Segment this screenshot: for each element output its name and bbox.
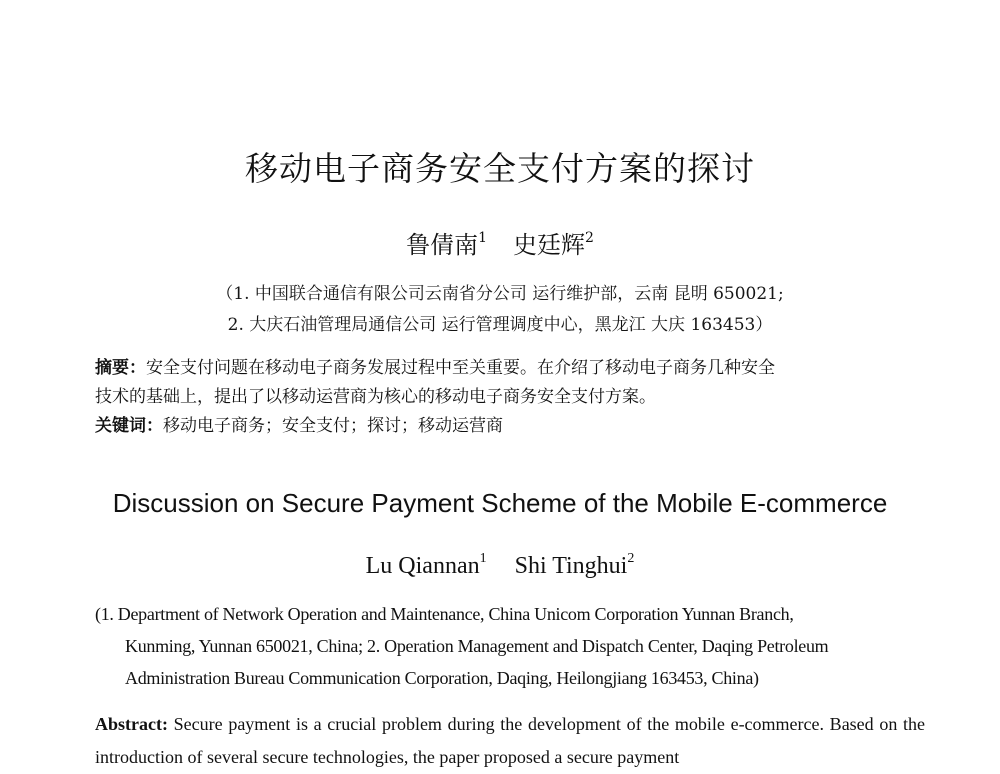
chinese-author-1-sup: 1 [478, 230, 487, 246]
english-abstract-text: Secure payment is a crucial problem during the development of the mobile e-commerce. Based on the introduction of several secure technologies, the paper proposed a secure payment [95, 714, 926, 767]
chinese-keywords: 移动电子商务；安全支付；探讨；移动运营商 [163, 416, 503, 436]
english-author-1: Lu Qiannan [365, 553, 480, 579]
chinese-title: 移动电子商务安全支付方案的探讨 [245, 149, 755, 188]
chinese-abstract-row-2 [95, 383, 920, 412]
english-author-2-sup: 2 [627, 551, 635, 566]
chinese-author-2: 史廷辉 [513, 231, 585, 259]
english-abstract [95, 708, 925, 774]
chinese-keywords-label: 关键词： [95, 416, 163, 436]
chinese-abstract [95, 354, 920, 441]
chinese-abstract-text-1: 安全支付问题在移动电子商务发展过程中至关重要。在介绍了移动电子商务几种安全 [146, 358, 775, 378]
chinese-affiliation-line-1: （1. 中国联合通信有限公司云南省分公司 运行维护部，云南 昆明 650021; [216, 284, 784, 304]
chinese-author-1: 鲁倩南 [406, 231, 479, 259]
english-affiliation-line-3: Administration Bureau Communication Corporation, Daqing, Heilongjiang 163453, China) [125, 668, 759, 688]
chinese-authors [0, 225, 1000, 260]
english-author-1-sup: 1 [479, 551, 487, 566]
english-title: Discussion on Secure Payment Scheme of the Mobile E-commerce [112, 488, 888, 518]
chinese-abstract-text-2: 技术的基础上，提出了以移动运营商为核心的移动电子商务安全支付方案。 [95, 387, 656, 407]
chinese-abstract-row-1 [95, 354, 920, 383]
chinese-abstract-label: 摘要： [95, 358, 146, 378]
english-author-2: Shi Tinghui [514, 553, 628, 579]
chinese-affiliation-line-2: 2. 大庆石油管理局通信公司 运行管理调度中心，黑龙江 大庆 163453） [227, 315, 773, 335]
english-authors [0, 553, 1000, 580]
english-affiliation-line-1: (1. Department of Network Operation and Maintenance, China Unicom Corporation Yunnan Branch, [95, 604, 794, 624]
english-abstract-label: Abstract: [95, 714, 168, 734]
chinese-author-2-sup: 2 [585, 230, 594, 246]
chinese-keywords-row [95, 412, 920, 441]
english-affiliation [95, 598, 925, 694]
english-affiliation-line-2: Kunming, Yunnan 650021, China; 2. Operation Management and Dispatch Center, Daqing Petroleum [125, 636, 829, 656]
